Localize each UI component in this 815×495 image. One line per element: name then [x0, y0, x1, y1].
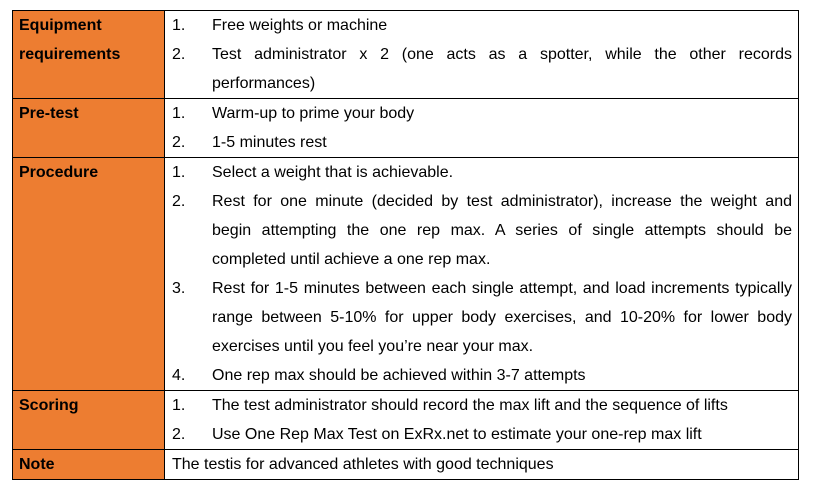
item-number: 3. — [172, 280, 186, 297]
list-item — [172, 158, 792, 187]
list-item — [172, 128, 792, 157]
row-content-note — [165, 450, 799, 480]
list-item — [172, 11, 792, 40]
item-text: Rest for one minute (decided by test administrator), increase the weight and begin attempting the one rep max. A series of single attempts should be completed until achieve a one rep max. — [212, 193, 792, 268]
item-text: Rest for 1-5 minutes between each single attempt, and load increments typically range between 5-10% for upper body exercises, and 10-20% for lower body exercises until you feel you’re near your max. — [212, 280, 792, 355]
row-header-pretest: Pre-test — [13, 99, 165, 158]
table-row-scoring — [13, 391, 799, 450]
item-number: 2. — [172, 134, 186, 151]
fitness-test-table — [12, 10, 799, 480]
list-item — [172, 40, 792, 98]
note-text: The testis for advanced athletes with good techniques — [172, 456, 554, 473]
list-item — [172, 361, 792, 390]
item-text: The test administrator should record the max lift and the sequence of lifts — [212, 397, 728, 414]
item-number: 1. — [172, 17, 186, 34]
item-text: 1-5 minutes rest — [212, 134, 327, 151]
row-header-procedure: Procedure — [13, 158, 165, 391]
item-number: 4. — [172, 367, 186, 384]
item-text: Use One Rep Max Test on ExRx.net to estimate your one-rep max lift — [212, 426, 702, 443]
item-number: 1. — [172, 397, 186, 414]
item-number: 2. — [172, 193, 186, 210]
pretest-list — [172, 99, 792, 157]
table-row-note — [13, 450, 799, 480]
row-header-scoring: Scoring — [13, 391, 165, 450]
table-row-procedure — [13, 158, 799, 391]
row-header-equipment: Equipment requirements — [13, 11, 165, 99]
item-number: 1. — [172, 105, 186, 122]
item-number: 2. — [172, 46, 186, 63]
scoring-list — [172, 391, 792, 449]
row-header-note: Note — [13, 450, 165, 480]
list-item — [172, 187, 792, 274]
list-item — [172, 274, 792, 361]
item-text: Select a weight that is achievable. — [212, 164, 454, 181]
row-content-pretest — [165, 99, 799, 158]
table-row-equipment — [13, 11, 799, 99]
item-number: 2. — [172, 426, 186, 443]
row-content-procedure — [165, 158, 799, 391]
list-item — [172, 391, 792, 420]
item-text: Warm-up to prime your body — [212, 105, 415, 122]
list-item — [172, 99, 792, 128]
item-text: Free weights or machine — [212, 17, 388, 34]
row-content-equipment — [165, 11, 799, 99]
procedure-list — [172, 158, 792, 390]
item-text: Test administrator x 2 (one acts as a spotter, while the other records performances) — [212, 46, 792, 92]
equipment-list — [172, 11, 792, 98]
table-row-pretest — [13, 99, 799, 158]
list-item — [172, 420, 792, 449]
row-content-scoring — [165, 391, 799, 450]
item-text: One rep max should be achieved within 3-7 attempts — [212, 367, 586, 384]
item-number: 1. — [172, 164, 186, 181]
